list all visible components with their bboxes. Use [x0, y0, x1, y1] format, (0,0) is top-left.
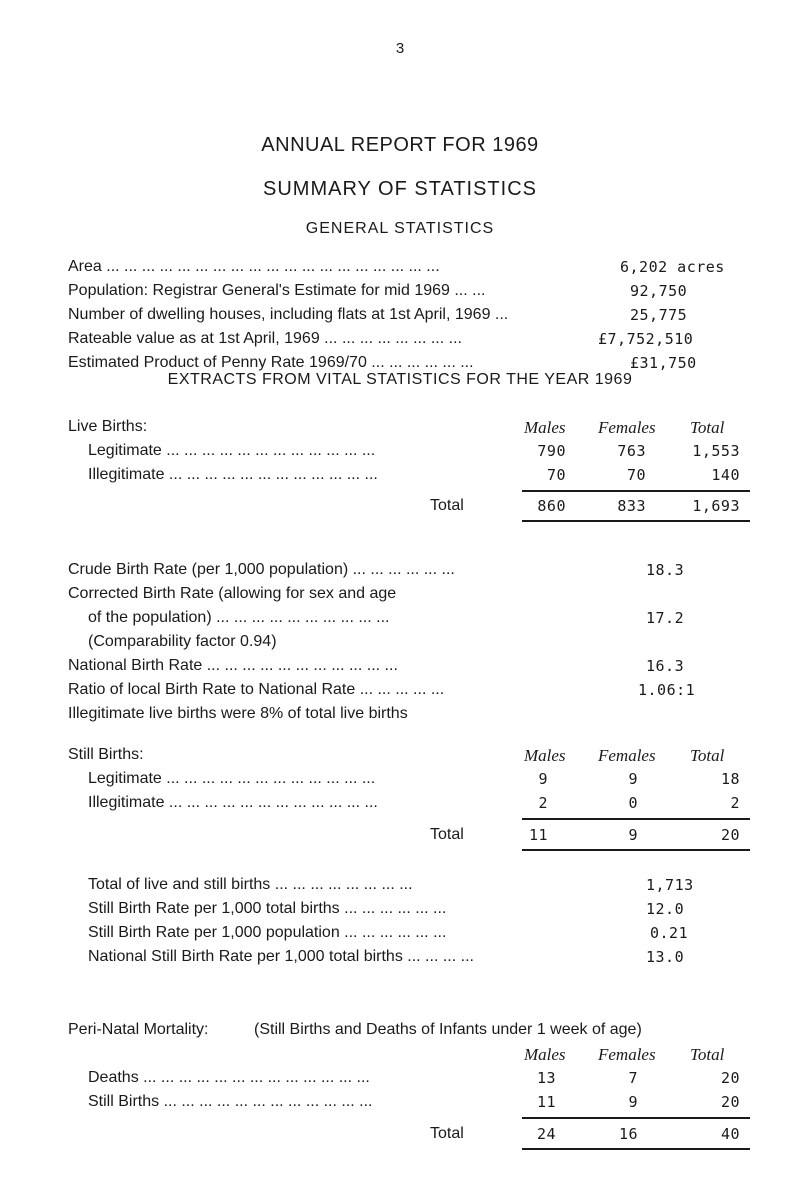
general-statistics-heading: GENERAL STATISTICS: [305, 220, 495, 237]
rate-row-corrected-1: [0, 585, 800, 609]
general-row-rateable: [0, 330, 800, 354]
rate-label: Ratio of local Birth Rate to National Rate ... ... ... ... ...: [68, 681, 445, 698]
still-rate-row: [0, 924, 800, 948]
cell-females: 833: [617, 497, 646, 515]
perinatal-heading: Peri-Natal Mortality:: [68, 1021, 209, 1038]
cell-males: 860: [537, 497, 566, 515]
cell-males: 11: [536, 1093, 556, 1111]
rate-row-comparability: [0, 633, 800, 657]
perinatal-header: [0, 1021, 800, 1045]
table-rule: [522, 520, 750, 522]
cell-total: 20: [720, 1093, 740, 1111]
table-rule: [522, 849, 750, 851]
row-label: Illegitimate ... ... ... ... ... ... ... ... ... ... ... ...: [88, 466, 378, 483]
rate-label: Still Birth Rate per 1,000 total births ... ... ... ... ... ...: [88, 900, 447, 917]
general-label: Population: Registrar General's Estimate for mid 1969 ... ...: [68, 282, 486, 299]
total-label: Total: [430, 1125, 464, 1142]
rate-label: Crude Birth Rate (per 1,000 population) ... ... ... ... ... ...: [68, 561, 455, 578]
still-rate-row: [0, 876, 800, 900]
general-row-population: [0, 282, 800, 306]
cell-females: 9: [628, 770, 638, 788]
cell-females: 7: [628, 1069, 638, 1087]
general-value: 6,202 acres: [620, 258, 725, 276]
rate-label: Total of live and still births ... ... ... ... ... ... ... ...: [88, 876, 413, 893]
table-total-row: [0, 826, 800, 850]
rate-label: (Comparability factor 0.94): [88, 633, 277, 650]
rate-label: Corrected Birth Rate (allowing for sex and age: [68, 585, 397, 602]
col-total: Total: [690, 746, 725, 765]
col-females: Females: [598, 746, 656, 765]
table-row: [0, 1069, 800, 1093]
live-births-header: [0, 418, 800, 442]
rate-label: National Birth Rate ... ... ... ... ... ... ... ... ... ... ...: [68, 657, 398, 674]
perinatal-columns: [0, 1045, 800, 1069]
cell-males: 790: [537, 442, 566, 460]
general-value: 25,775: [630, 306, 688, 324]
general-value: £7,752,510: [598, 330, 694, 348]
general-row-area: [0, 258, 800, 282]
table-total-row: [0, 1125, 800, 1149]
col-males: Males: [524, 1045, 566, 1064]
vital-statistics-heading: EXTRACTS FROM VITAL STATISTICS FOR THE YEAR 1969: [167, 371, 633, 388]
row-label: Legitimate ... ... ... ... ... ... ... ... ... ... ... ...: [88, 442, 376, 459]
rate-row-national: [0, 657, 800, 681]
col-total: Total: [690, 1045, 725, 1064]
cell-total: 2: [730, 794, 740, 812]
general-row-dwellings: [0, 306, 800, 330]
col-total: Total: [690, 418, 725, 437]
still-rate-row: [0, 948, 800, 972]
cell-total: 18: [720, 770, 740, 788]
table-rule: [522, 1148, 750, 1150]
rate-value: 1.06:1: [638, 681, 696, 699]
rate-label: Still Birth Rate per 1,000 population ... ... ... ... ... ...: [88, 924, 447, 941]
col-females: Females: [598, 418, 656, 437]
rate-row-crude: [0, 561, 800, 585]
rate-value: 1,713: [646, 876, 694, 894]
table-row: [0, 1093, 800, 1117]
page-number: 3: [395, 40, 405, 57]
rate-row-corrected-2: [0, 609, 800, 633]
report-title: ANNUAL REPORT FOR 1969: [261, 134, 539, 156]
table-row: [0, 466, 800, 490]
still-rate-row: [0, 900, 800, 924]
table-rule: [522, 490, 750, 492]
general-label: Number of dwelling houses, including flats at 1st April, 1969 ...: [68, 306, 509, 323]
cell-total: 40: [720, 1125, 740, 1143]
cell-total: 20: [720, 826, 740, 844]
row-label: Deaths ... ... ... ... ... ... ... ... ... ... ... ... ...: [88, 1069, 370, 1086]
cell-females: 70: [626, 466, 646, 484]
rate-value: 16.3: [646, 657, 685, 675]
table-row: [0, 442, 800, 466]
table-row: [0, 770, 800, 794]
general-value: £31,750: [630, 354, 697, 372]
col-males: Males: [524, 746, 566, 765]
cell-females: 763: [617, 442, 646, 460]
general-value: 92,750: [630, 282, 688, 300]
table-rule: [522, 1117, 750, 1119]
cell-males: 13: [536, 1069, 556, 1087]
cell-total: 20: [720, 1069, 740, 1087]
col-females: Females: [598, 1045, 656, 1064]
perinatal-subheading: (Still Births and Deaths of Infants under 1 week of age): [254, 1021, 642, 1038]
cell-females: 16: [618, 1125, 638, 1143]
rate-label: National Still Birth Rate per 1,000 total births ... ... ... ...: [88, 948, 474, 965]
rate-row-illegitimate-note: [0, 705, 800, 729]
cell-females: 0: [628, 794, 638, 812]
row-label: Legitimate ... ... ... ... ... ... ... ... ... ... ... ...: [88, 770, 376, 787]
cell-females: 9: [628, 1093, 638, 1111]
table-rule: [522, 818, 750, 820]
cell-males: 11: [528, 826, 548, 844]
rate-value: 0.21: [650, 924, 689, 942]
rate-label: Illegitimate live births were 8% of total live births: [68, 705, 408, 722]
live-births-heading: Live Births:: [68, 418, 148, 435]
rate-label: of the population) ... ... ... ... ... ... ... ... ... ...: [88, 609, 390, 626]
rate-value: 18.3: [646, 561, 685, 579]
rate-value: 17.2: [646, 609, 685, 627]
total-label: Total: [430, 497, 464, 514]
general-label: Rateable value as at 1st April, 1969 ... ... ... ... ... ... ... ...: [68, 330, 462, 347]
cell-males: 2: [538, 794, 548, 812]
table-row: [0, 794, 800, 818]
cell-females: 9: [628, 826, 638, 844]
row-label: Illegitimate ... ... ... ... ... ... ... ... ... ... ... ...: [88, 794, 378, 811]
cell-males: 9: [538, 770, 548, 788]
cell-total: 140: [711, 466, 740, 484]
rate-row-ratio: [0, 681, 800, 705]
total-label: Total: [430, 826, 464, 843]
rate-value: 13.0: [646, 948, 685, 966]
general-label: Area ... ... ... ... ... ... ... ... ... ... ... ... ... ... ... ... ... ... ...: [68, 258, 440, 275]
cell-males: 70: [546, 466, 566, 484]
rate-value: 12.0: [646, 900, 685, 918]
cell-total: 1,553: [692, 442, 740, 460]
table-total-row: [0, 497, 800, 521]
cell-males: 24: [536, 1125, 556, 1143]
cell-total: 1,693: [692, 497, 740, 515]
summary-heading: SUMMARY OF STATISTICS: [263, 178, 537, 200]
col-males: Males: [524, 418, 566, 437]
row-label: Still Births ... ... ... ... ... ... ... ... ... ... ... ...: [88, 1093, 373, 1110]
general-label: Estimated Product of Penny Rate 1969/70 ... ... ... ... ... ...: [68, 354, 474, 371]
still-births-header: [0, 746, 800, 770]
still-births-heading: Still Births:: [68, 746, 144, 763]
